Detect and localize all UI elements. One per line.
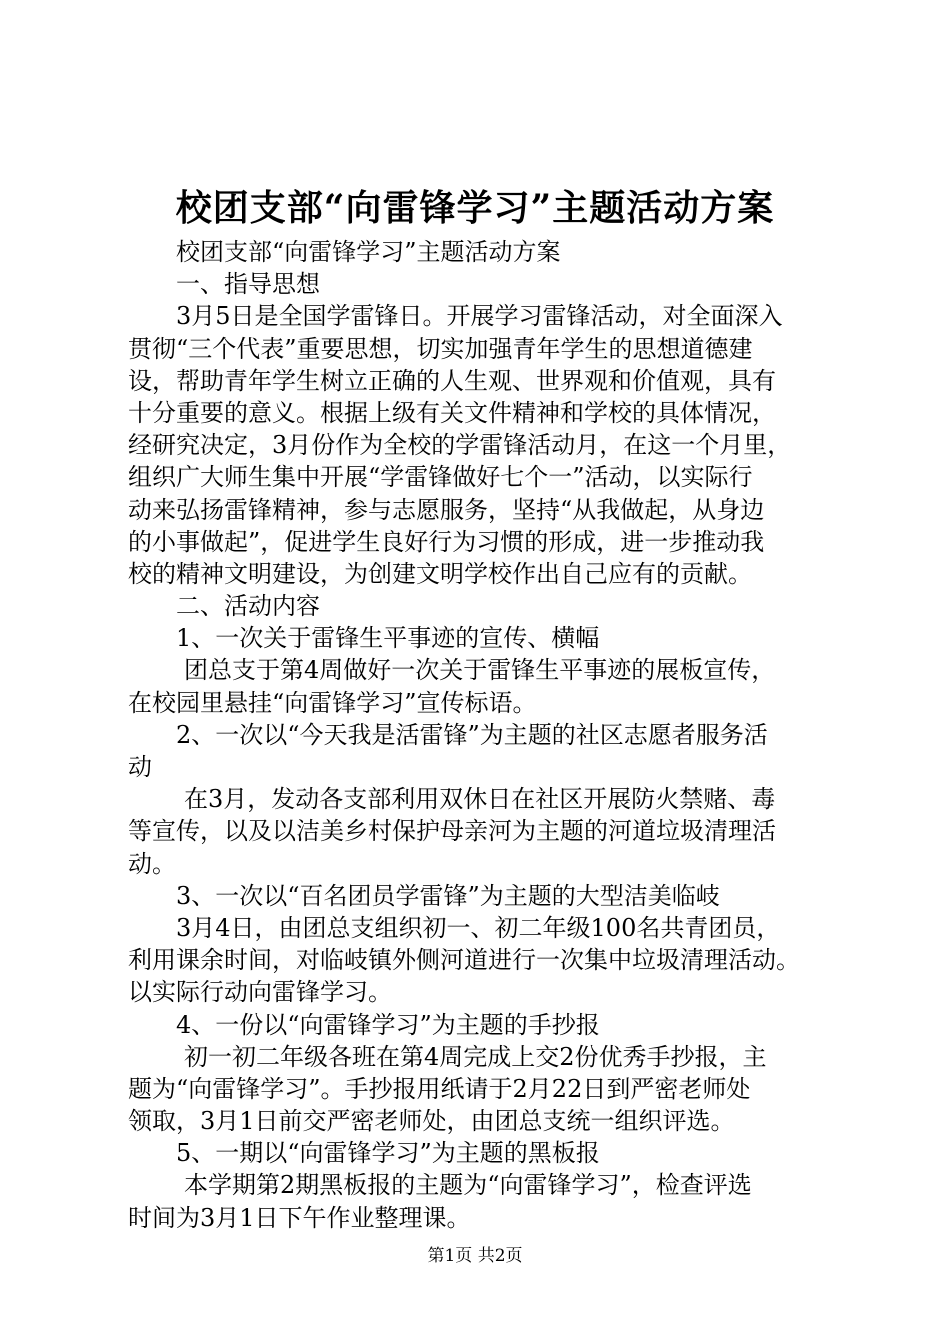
paragraph-line: 等宣传，以及以洁美乡村保护母亲河为主题的河道垃圾清理活 [128,817,776,846]
subtitle-line: 校团支部“向雷锋学习”主题活动方案 [176,238,561,266]
document-title: 校团支部“向雷锋学习”主题活动方案 [175,187,775,229]
paragraph-line: 校的精神文明建设，为创建文明学校作出自己应有的贡献。 [128,559,752,588]
document-body [128,236,850,1234]
paragraph-line: 本学期第2期黑板报的主题为“向雷锋学习”，检查评选 [184,1171,752,1200]
paragraph-line: 题为“向雷锋学习”。手抄报用纸请于2月22日到严密老师处 [128,1074,751,1103]
item-heading: 1、一次关于雷锋生平事迹的宣传、横幅 [176,624,600,653]
section-heading: 二、活动内容 [176,592,320,621]
paragraph-line: 的小事做起”，促进学生良好行为习惯的形成，进一步推动我 [128,527,765,556]
paragraph-line: 3月5日是全国学雷锋日。开展学习雷锋活动，对全面深入 [176,302,783,331]
paragraph-line: 领取，3月1日前交严密老师处，由团总支统一组织评选。 [128,1107,735,1136]
item-heading: 3、一次以“百名团员学雷锋”为主题的大型洁美临岐 [176,881,720,910]
paragraph-line: 十分重要的意义。根据上级有关文件精神和学校的具体情况， [128,398,776,427]
paragraph-line: 设，帮助青年学生树立正确的人生观、世界观和价值观，具有 [128,366,776,395]
paragraph-line: 3月4日，由团总支组织初一、初二年级100名共青团员， [176,913,781,942]
paragraph-line: 在3月，发动各支部利用双休日在社区开展防火禁赌、毒 [184,785,776,814]
paragraph-line: 时间为3月1日下午作业整理课。 [128,1203,471,1232]
paragraph-line: 动。 [128,849,176,878]
paragraph-line: 初一初二年级各班在第4周完成上交2份优秀手抄报，主 [184,1042,767,1071]
section-heading: 一、指导思想 [176,270,320,299]
item-heading: 4、一份以“向雷锋学习”为主题的手抄报 [176,1010,600,1039]
paragraph-line: 利用课余时间，对临岐镇外侧河道进行一次集中垃圾清理活动。 [128,946,800,975]
paragraph-line: 动来弘扬雷锋精神，参与志愿服务，坚持“从我做起，从身边 [128,495,765,524]
paragraph-line: 以实际行动向雷锋学习。 [128,978,392,1007]
paragraph-line: 组织广大师生集中开展“学雷锋做好七个一”活动，以实际行 [128,463,753,492]
item-heading: 2、一次以“今天我是活雷锋”为主题的社区志愿者服务活 [176,720,768,749]
paragraph-line: 贯彻“三个代表”重要思想，切实加强青年学生的思想道德建 [128,334,753,363]
paragraph-line: 团总支于第4周做好一次关于雷锋生平事迹的展板宣传， [184,656,776,685]
page-footer: 第1页 共2页 [427,1246,523,1266]
paragraph-line: 在校园里悬挂“向雷锋学习”宣传标语。 [128,688,537,717]
item-heading: 5、一期以“向雷锋学习”为主题的黑板报 [176,1139,600,1168]
item-heading: 动 [128,753,152,781]
paragraph-line: 经研究决定，3月份作为全校的学雷锋活动月，在这一个月里， [128,431,792,460]
